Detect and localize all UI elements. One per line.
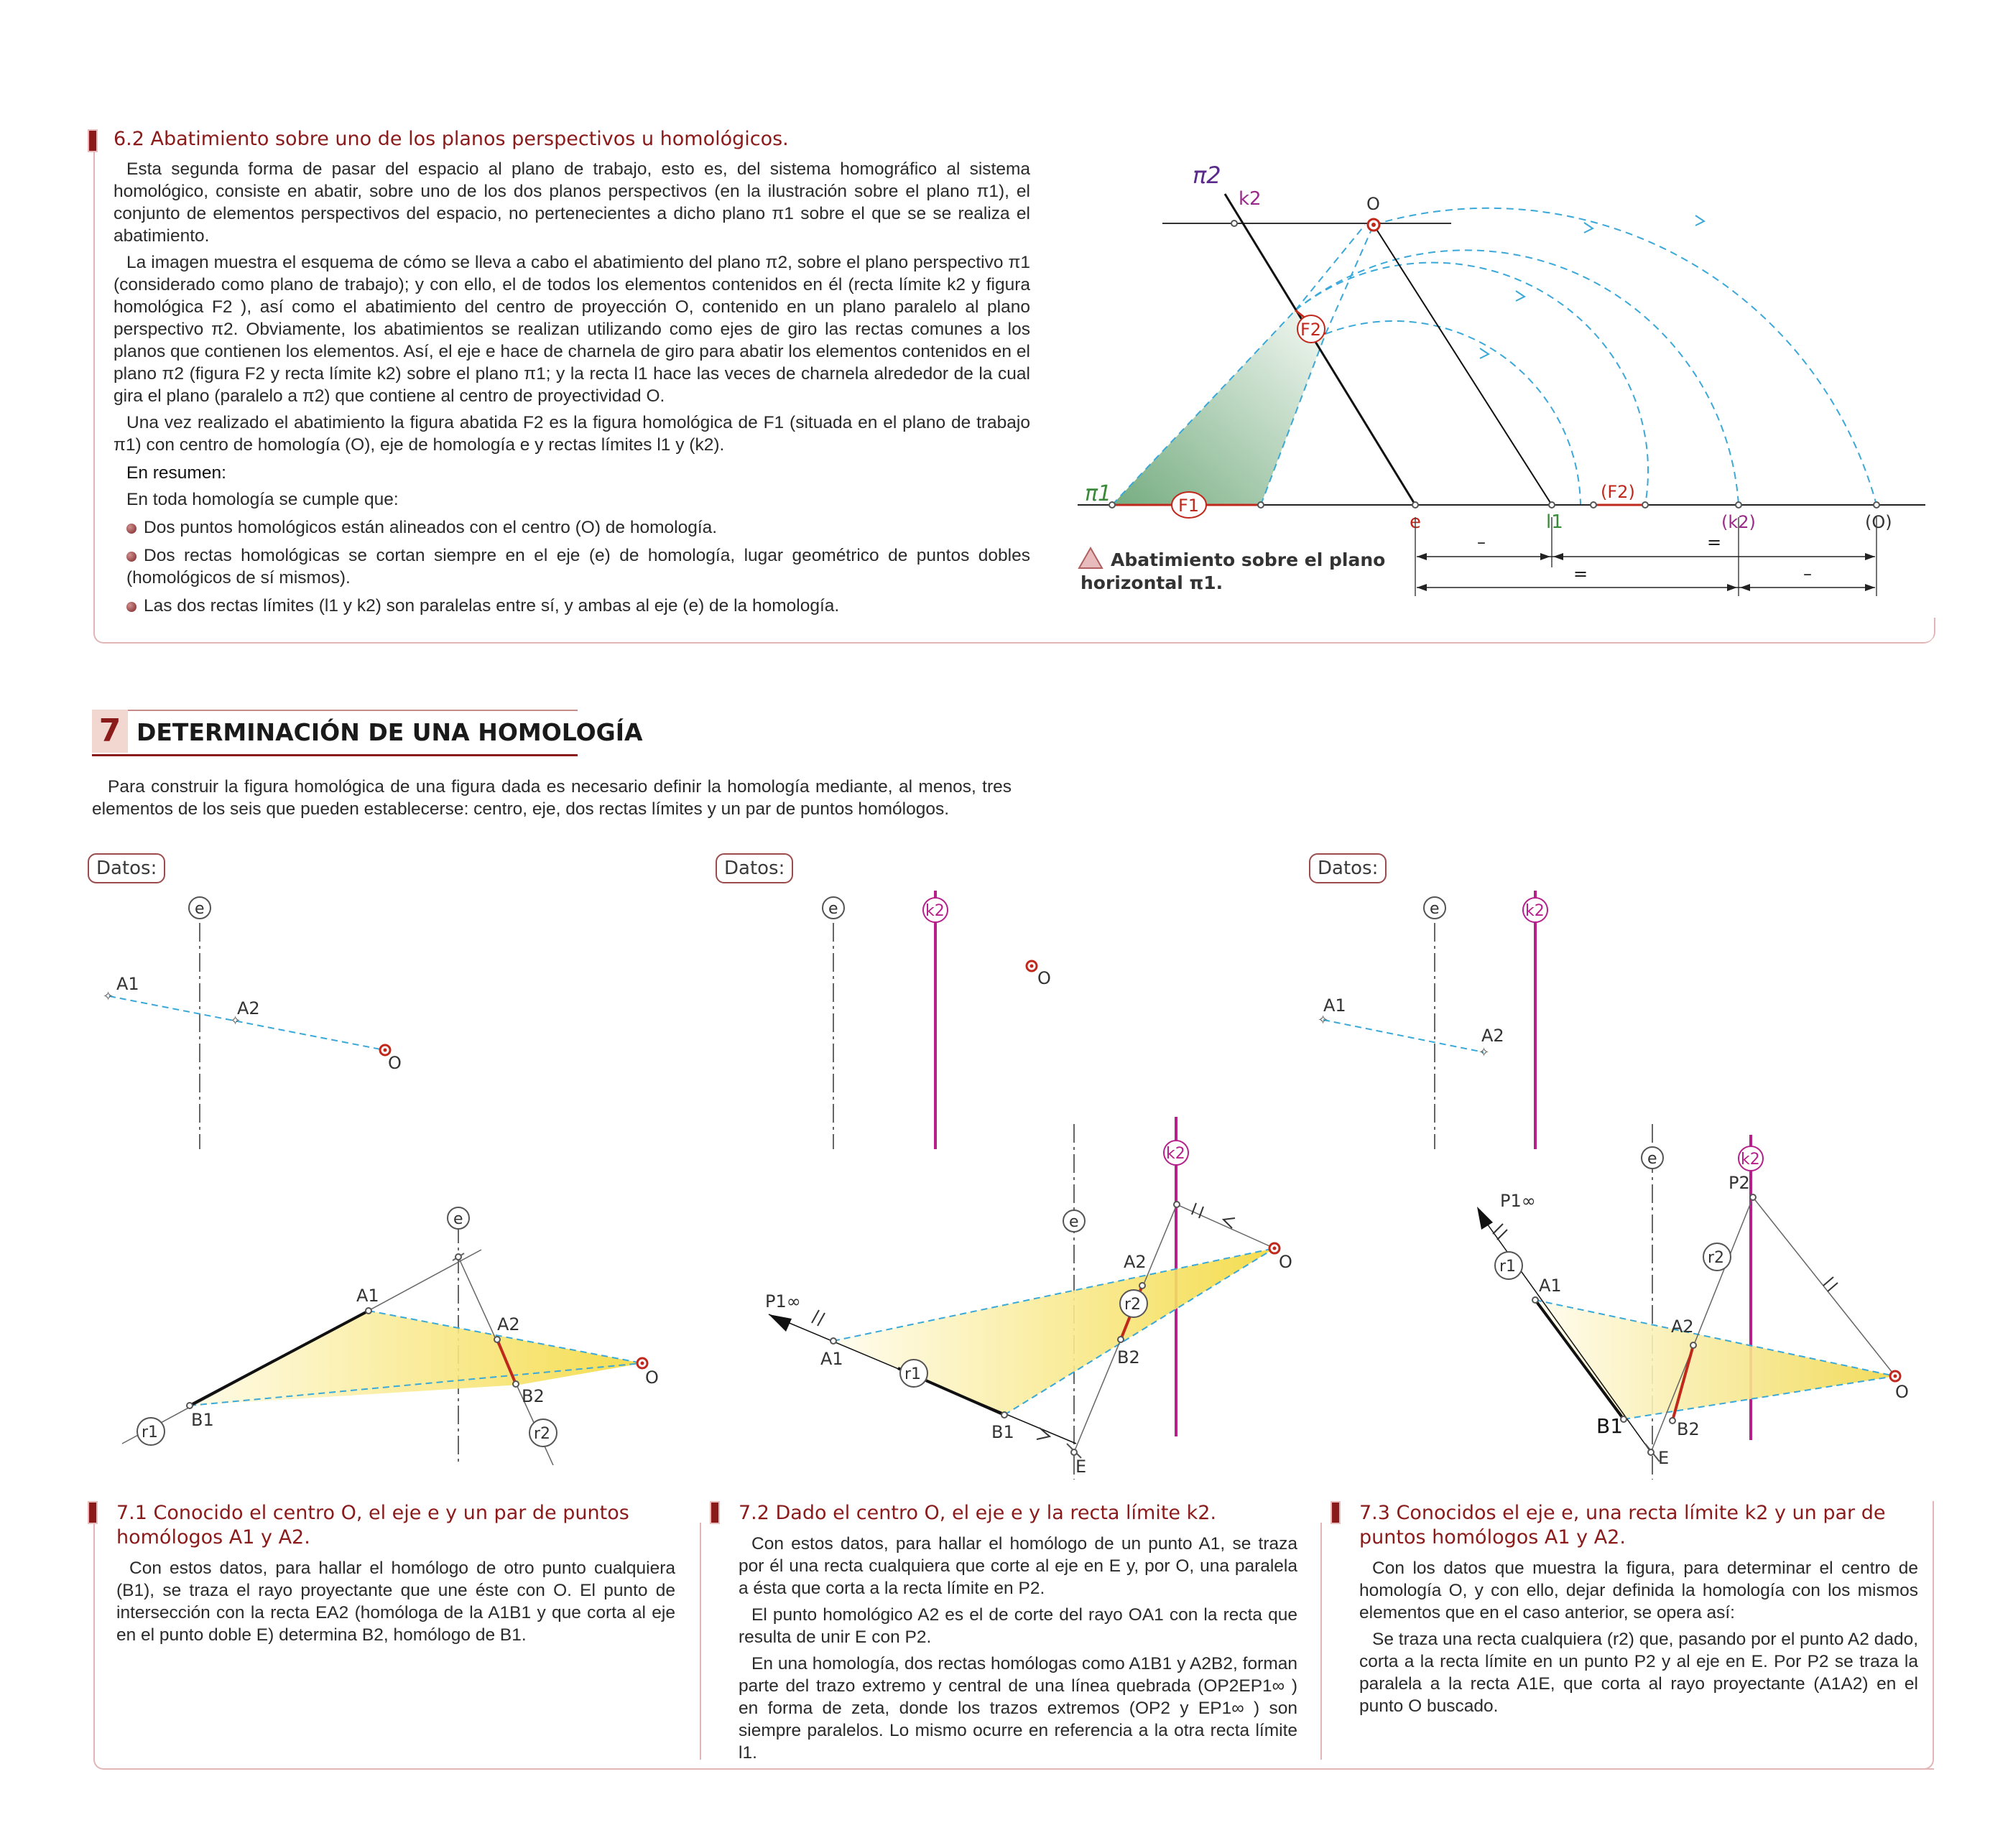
point	[187, 1403, 193, 1408]
point	[1642, 502, 1648, 508]
line-O-P2	[1177, 1204, 1274, 1248]
point-marker: ✧	[1318, 1013, 1329, 1028]
point	[1670, 1418, 1675, 1424]
point	[1591, 502, 1596, 508]
triangle-icon	[1079, 548, 1102, 568]
label-e: e	[1430, 900, 1440, 918]
label-F2-folded: (F2)	[1601, 482, 1635, 502]
label-A2: A2	[1124, 1252, 1147, 1272]
label-O: O	[1366, 194, 1380, 214]
line-r2	[1651, 1197, 1753, 1452]
section-7-2-title: 7.2 Dado el centro O, el eje e y la recta límite k2.	[739, 1502, 1217, 1524]
line-P2-O	[1753, 1197, 1895, 1376]
label-r1: r1	[1499, 1258, 1517, 1276]
arrow-icon	[1516, 291, 1524, 301]
arrow-icon	[1480, 348, 1489, 358]
summary-heading: En resumen:	[126, 463, 226, 483]
section-marker	[1331, 1501, 1341, 1524]
label-E: E	[1658, 1448, 1670, 1468]
figure-shade	[1112, 310, 1325, 505]
center-O-dot	[1894, 1375, 1897, 1378]
point-marker: ✧	[230, 1013, 241, 1029]
label-l1: l1	[1546, 511, 1563, 533]
label-P2: P2	[1729, 1173, 1750, 1193]
bullet-text: Dos puntos homológicos están alineados con el centro (O) de homología.	[144, 518, 718, 537]
section-frame	[93, 1524, 1934, 1770]
label-k2: k2	[1741, 1151, 1760, 1169]
label-B1: B1	[991, 1422, 1014, 1442]
section-frame-left	[93, 152, 993, 644]
center-O-dot	[1273, 1247, 1277, 1250]
label-r2: r2	[1708, 1249, 1725, 1267]
paragraph: Se traza una recta cualquiera (r2) que, pasando por el punto A2 dado, corta a la recta límite en un punto P2 y al eje en E. Por P2 se traza la paralela a la recta A1E, que corta al rayo proyectante (A1A2) en el punto O buscado.	[1359, 1630, 1919, 1716]
label-k2: k2	[1525, 902, 1545, 920]
point	[455, 1254, 461, 1260]
point	[494, 1337, 500, 1342]
point	[1001, 1412, 1007, 1418]
label-O: O	[1279, 1252, 1292, 1272]
label-e: e	[1069, 1213, 1079, 1231]
arrow-icon	[769, 1314, 792, 1332]
paragraph: La imagen muestra el esquema de cómo se lleva a cabo el abatimiento del plano π2, sobre el plano perspectivo π1 (considerado como plano de trabajo); y con ello, el de todos los elementos contenidos en él (recta límite k2 y figura homológica F2 ), así como el abatimiento del centro de proyección O, contenido en un plano paralelo al plano perspectivo π2. Obviamente, los abatimientos se realizan utilizando como ejes de giro las rectas comunes a los planos que contienen los elementos. Así, el eje e hace de charnela de giro para abatir los elementos contenidos en el plano π2 (figura F2 y recta límite k2) sobre el plano π1; y la recta l1 hace las veces de charnela alrededor de la cual gira el plano (paralelo a π2) que contiene al centro de proyectividad O.	[114, 253, 1030, 406]
label-A1: A1	[820, 1349, 843, 1369]
label-k2-folded: (k2)	[1721, 512, 1756, 532]
label-k2: k2	[1166, 1145, 1185, 1163]
label-O: O	[388, 1053, 402, 1073]
point	[1118, 1337, 1124, 1342]
point	[1532, 1297, 1538, 1303]
section-marker	[88, 1501, 98, 1524]
paragraph: Una vez realizado el abatimiento la figura abatida F2 es la figura homológica de F1 (situada en el plano de trabajo π1) con centro de homología (O), eje de homología e y rectas límites l1 y (k2).	[114, 413, 1030, 455]
paragraph: Con estos datos, para hallar el homólogo de un punto A1, se traza por él una recta cualquiera que corte al eje en E y, por O, una paralela a ésta que corta a la recta límite en P2.	[739, 1534, 1297, 1598]
point	[1648, 1449, 1654, 1455]
label-A2: A2	[1671, 1317, 1694, 1337]
paragraph: El punto homológico A2 es el de corte del rayo OA1 con la recta que resulta de unir E con P2.	[739, 1605, 1297, 1647]
label-A2: A2	[497, 1314, 520, 1334]
dimension-mark: –	[1803, 564, 1812, 584]
bullet-text: Dos rectas homológicas se cortan siempre en el eje (e) de homología, lugar geométrico de puntos dobles (homológicos de sí mismos).	[126, 546, 1030, 588]
label-A1: A1	[356, 1286, 379, 1306]
point	[366, 1308, 371, 1314]
chapter-number: 7	[92, 710, 128, 753]
point-marker: ✧	[103, 989, 114, 1004]
paragraph: Esta segunda forma de pasar del espacio al plano de trabajo, esto es, del sistema homográfico al sistema homológico, consiste en abatir, sobre uno de los dos planos perspectivos (en la ilustración sobre el plano π1), el conjunto de elementos perspectivos del espacio, no pertenecientes a dicho plano π1 sobre el que se se realiza el abatimiento.	[114, 159, 1030, 246]
dimension-mark: –	[1477, 532, 1486, 552]
label-A1: A1	[116, 974, 139, 994]
figure-caption-line2: horizontal π1.	[1080, 572, 1223, 593]
label-A2: A2	[1481, 1026, 1504, 1046]
label-pi1: π1	[1085, 481, 1112, 506]
center-O-dot	[641, 1362, 644, 1365]
point-marker: ✧	[1478, 1045, 1490, 1060]
point	[1231, 220, 1237, 226]
point	[1750, 1194, 1756, 1200]
label-A1: A1	[1539, 1276, 1562, 1296]
section-frame-right-end	[1911, 1501, 1934, 1770]
label-E: E	[1075, 1457, 1087, 1477]
arrow-icon	[1477, 1207, 1493, 1230]
label-e: e	[1410, 511, 1421, 533]
datos-label: Datos:	[1309, 853, 1387, 883]
label-B2: B2	[522, 1386, 545, 1406]
label-F2: F2	[1300, 320, 1322, 340]
center-O-dot	[1030, 965, 1034, 968]
label-B1: B1	[1596, 1414, 1624, 1438]
section-marker	[710, 1501, 720, 1524]
column-divider	[700, 1523, 701, 1760]
label-B1: B1	[191, 1410, 214, 1430]
projecting-ray	[1323, 1020, 1484, 1052]
label-O-folded: (O)	[1865, 512, 1892, 532]
ray	[1295, 225, 1365, 310]
label-O: O	[645, 1368, 659, 1388]
column-divider	[1320, 1523, 1322, 1760]
figure-7-3	[1308, 891, 1925, 1480]
paragraph: Con estos datos, para hallar el homólogo de otro punto cualquiera (B1), se traza el rayo proyectante que une éste con O. El punto de intersección con la recta EA2 (homóloga de la A1B1 y que corta al eje en el punto doble E) determina B2, homólogo de B1.	[116, 1559, 675, 1645]
figure-7-2	[754, 891, 1329, 1480]
label-A2: A2	[237, 998, 260, 1018]
label-k2: k2	[925, 902, 945, 920]
label-A1: A1	[1323, 995, 1346, 1016]
chapter-rule	[92, 754, 578, 756]
figure-6-2	[1078, 154, 1925, 614]
figure-shade	[833, 1248, 1274, 1415]
label-pi2: π2	[1193, 162, 1221, 189]
label-r1: r1	[142, 1424, 159, 1441]
point	[1139, 1283, 1145, 1289]
label-e: e	[195, 900, 205, 918]
bullet-text: Las dos rectas límites (l1 y k2) son paralelas entre sí, y ambas al eje (e) de la homología.	[144, 596, 840, 616]
label-r2: r2	[534, 1425, 551, 1443]
label-e: e	[1647, 1150, 1657, 1168]
figure-caption-line1: Abatimiento sobre el plano	[1111, 549, 1386, 570]
point	[1412, 502, 1418, 508]
line-O-l1	[1374, 225, 1552, 505]
chapter-7-intro: Para construir la figura homológica de una figura dada es necesario definir la homología mediante, al menos, tres elementos de los seis que pueden establecerse: centro, eje, dos rectas límites y un par de puntos homólogos.	[92, 777, 1012, 819]
point	[1258, 502, 1264, 508]
point	[1174, 1202, 1180, 1207]
dimension-mark: =	[1707, 532, 1722, 552]
chapter-title: DETERMINACIÓN DE UNA HOMOLOGÍA	[136, 718, 643, 746]
point	[1736, 502, 1741, 508]
point	[1690, 1342, 1696, 1348]
section-7-3-title: 7.3 Conocidos el eje e, una recta límite k2 y un par de puntos homólogos A1 y A2.	[1359, 1502, 1886, 1548]
figure-shade	[190, 1311, 642, 1406]
summary-intro: En toda homología se cumple que:	[126, 490, 399, 509]
label-P1-infinity: P1∞	[1500, 1191, 1536, 1211]
center-O-dot	[1371, 223, 1376, 227]
paragraph: En una homología, dos rectas homólogas como A1B1 y A2B2, forman parte del trazo extremo y central de una línea quebrada (OP2EP1∞ ) en forma de zeta, donde los trazos extremos (OP2 y EP1∞ ) son siempre paralelos. Lo mismo ocurre en referencia a la otra recta límite l1.	[739, 1654, 1297, 1763]
label-O: O	[1895, 1382, 1909, 1402]
point	[1549, 502, 1555, 508]
datos-label: Datos:	[88, 853, 165, 883]
paragraph: Con los datos que muestra la figura, para determinar el centro de homología O, y con ello, dejar definida la homología con los mismos elementos que en el caso anterior, se opera así:	[1359, 1559, 1918, 1622]
section-marker	[88, 129, 98, 152]
label-e: e	[453, 1210, 463, 1228]
label-B2: B2	[1677, 1419, 1700, 1439]
label-O: O	[1037, 968, 1051, 988]
section-7-1-title: 7.1 Conocido el centro O, el eje e y un par de puntos homólogos A1 y A2.	[116, 1502, 629, 1548]
arrow-icon	[1695, 215, 1704, 226]
point	[1071, 1449, 1077, 1455]
center-O-dot	[384, 1049, 387, 1052]
section-frame-right-end	[1897, 618, 1935, 642]
label-P1-infinity: P1∞	[765, 1291, 801, 1311]
point	[830, 1338, 836, 1344]
point	[513, 1381, 519, 1387]
label-r2: r2	[1124, 1296, 1142, 1314]
dimension-mark: =	[1573, 564, 1588, 584]
label-k2: k2	[1239, 188, 1262, 210]
section-6-2-title: 6.2 Abatimiento sobre uno de los planos perspectivos u homológicos.	[114, 128, 789, 150]
rotation-arc	[1295, 250, 1739, 505]
datos-label: Datos:	[716, 853, 793, 883]
label-F1: F1	[1178, 496, 1200, 516]
arrow-icon	[1584, 223, 1593, 233]
label-e: e	[828, 900, 838, 918]
figure-7-1	[101, 891, 690, 1465]
label-B2: B2	[1117, 1347, 1140, 1368]
label-r1: r1	[904, 1365, 922, 1383]
point	[1874, 502, 1879, 508]
rotation-arc	[1374, 208, 1877, 505]
chapter-rule	[92, 710, 578, 711]
rotation-arc	[1295, 263, 1648, 505]
